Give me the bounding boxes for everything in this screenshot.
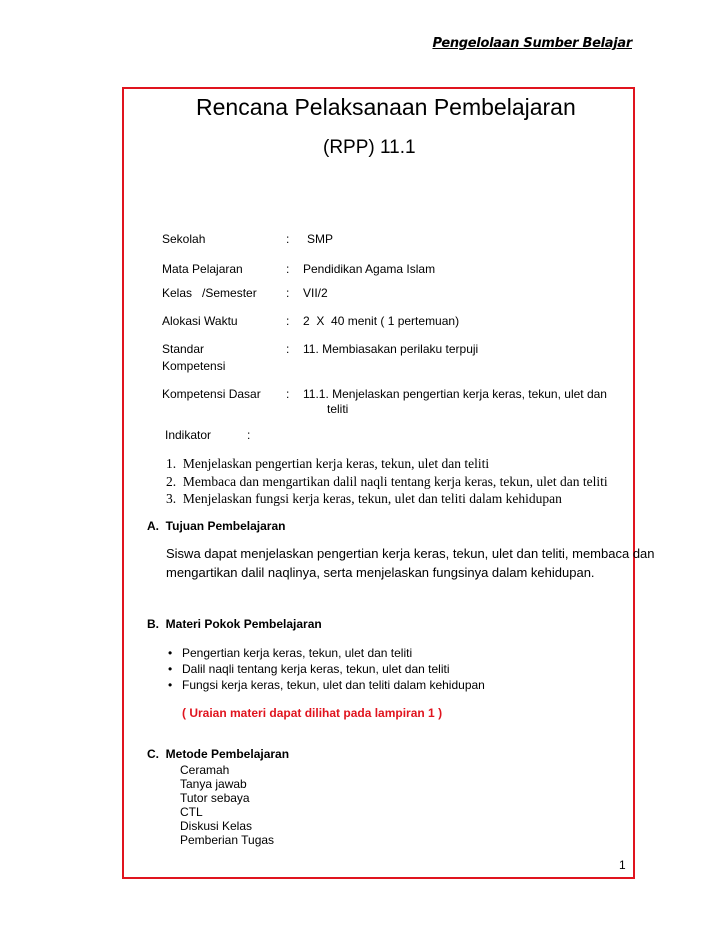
info-value: VII/2 xyxy=(303,286,328,300)
list-item xyxy=(168,646,412,660)
info-value: Pendidikan Agama Islam xyxy=(303,262,436,276)
bullet-dot: • xyxy=(168,646,173,660)
method-item: Pemberian Tugas xyxy=(180,833,275,847)
lampiran-note: ( Uraian materi dapat dilihat pada lampiran 1 ) xyxy=(182,706,443,720)
info-value-cont: teliti xyxy=(327,402,349,416)
method-item: CTL xyxy=(180,805,203,819)
document-subtitle: (RPP) 11.1 xyxy=(323,137,416,158)
bullet-text: Fungsi kerja keras, tekun, ulet dan teliti dalam kehidupan xyxy=(182,678,485,692)
info-label: Mata Pelajaran xyxy=(162,262,243,276)
indikator-label: Indikator xyxy=(165,428,212,442)
info-label: Sekolah xyxy=(162,232,206,246)
section-b-heading: B. Materi Pokok Pembelajaran xyxy=(147,617,322,631)
list-item xyxy=(168,678,485,692)
section-a-line: Siswa dapat menjelaskan pengertian kerja keras, tekun, ulet dan teliti, membaca dan xyxy=(166,546,655,561)
method-item: Tanya jawab xyxy=(180,777,247,791)
info-colon: : xyxy=(286,262,290,276)
info-value: SMP xyxy=(307,232,334,246)
info-label: Standar xyxy=(162,342,205,356)
info-label: Kompetensi Dasar xyxy=(162,387,261,401)
info-value: 11. Membiasakan perilaku terpuji xyxy=(303,342,479,356)
bullet-text: Dalil naqli tentang kerja keras, tekun, ulet dan teliti xyxy=(182,662,450,676)
info-label: Kelas /Semester xyxy=(162,286,257,300)
info-colon: : xyxy=(286,314,290,328)
method-item: Tutor sebaya xyxy=(180,791,250,805)
indikator-item: 2. Membaca dan mengartikan dalil naqli tentang kerja keras, tekun, ulet dan teliti xyxy=(166,474,608,489)
info-colon: : xyxy=(286,342,290,356)
info-colon: : xyxy=(286,232,290,246)
section-a-line: mengartikan dalil naqlinya, serta menjelaskan fungsinya dalam kehidupan. xyxy=(166,565,595,580)
indikator-colon: : xyxy=(247,428,251,442)
indikator-item: 3. Menjelaskan fungsi kerja keras, tekun, ulet dan teliti dalam kehidupan xyxy=(166,491,562,506)
info-value: 2 X 40 menit ( 1 pertemuan) xyxy=(303,314,460,328)
bullet-text: Pengertian kerja keras, tekun, ulet dan teliti xyxy=(182,646,413,660)
info-label-cont: Kompetensi xyxy=(162,359,226,373)
info-label: Alokasi Waktu xyxy=(162,314,238,328)
info-colon: : xyxy=(286,286,290,300)
running-header: Pengelolaan Sumber Belajar xyxy=(432,36,632,51)
info-colon: : xyxy=(286,387,290,401)
section-a-heading: A. Tujuan Pembelajaran xyxy=(147,519,286,533)
document-title: Rencana Pelaksanaan Pembelajaran xyxy=(196,94,576,120)
bullet-dot: • xyxy=(168,662,173,676)
info-value: 11.1. Menjelaskan pengertian kerja keras, tekun, ulet dan xyxy=(303,387,607,401)
bullet-dot: • xyxy=(168,678,173,692)
page-number: 1 xyxy=(619,858,626,872)
indikator-item: 1. Menjelaskan pengertian kerja keras, tekun, ulet dan teliti xyxy=(166,456,490,471)
method-item: Ceramah xyxy=(180,763,230,777)
section-c-heading: C. Metode Pembelajaran xyxy=(147,747,290,761)
list-item xyxy=(168,662,450,676)
method-item: Diskusi Kelas xyxy=(180,819,253,833)
